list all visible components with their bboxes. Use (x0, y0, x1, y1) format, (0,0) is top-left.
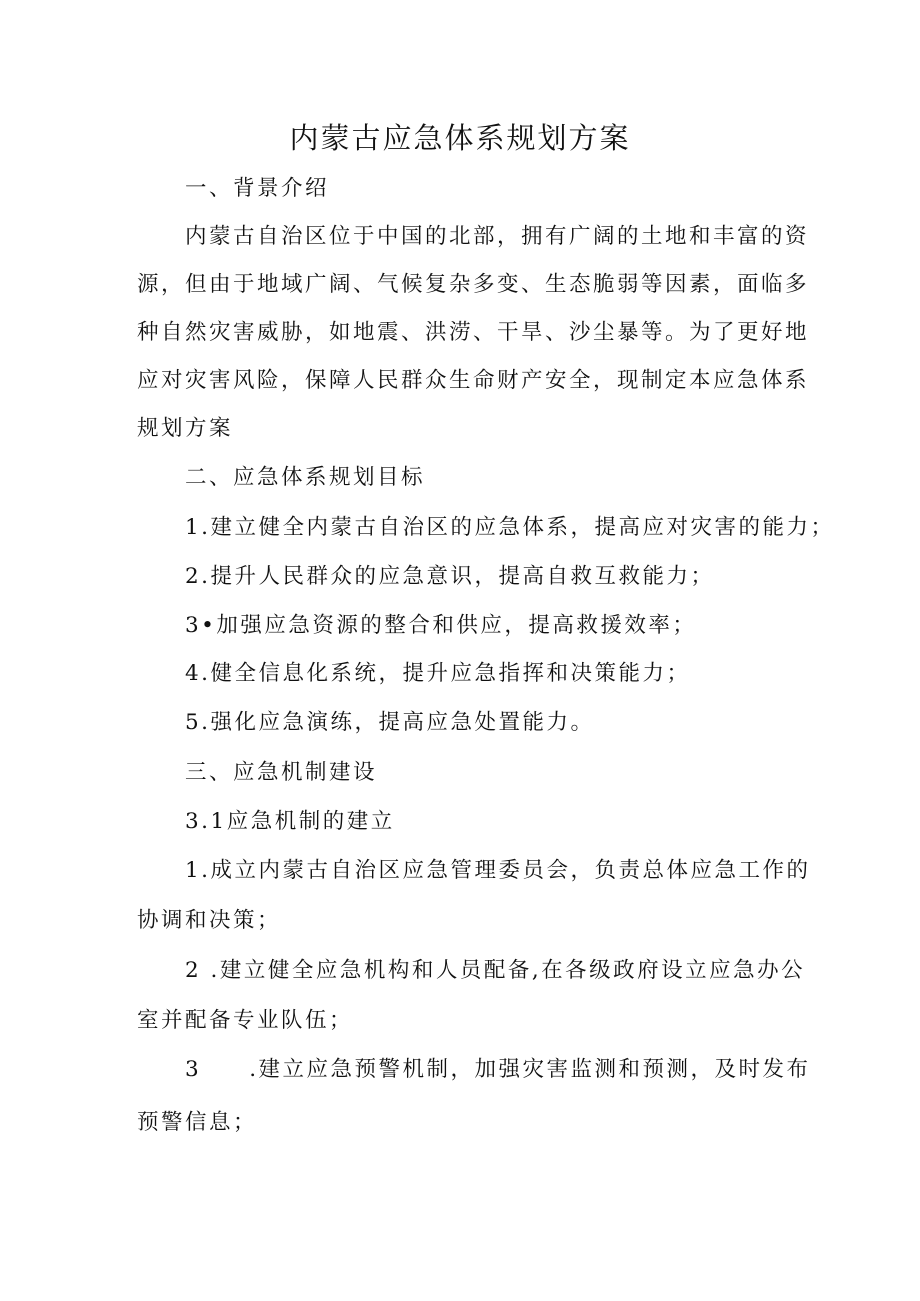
item-text: .建立应急预警机制，加强灾害监测和预测，及时发布 (249, 1057, 811, 1082)
section-heading-mechanism: 三、应急机制建设 (185, 760, 378, 785)
goal-item: 3•加强应急资源的整合和供应，提高救援效率； (185, 613, 697, 638)
paragraph-line: 内蒙古自治区位于中国的北部，拥有广阔的土地和丰富的资 (185, 224, 810, 249)
mechanism-item-line: 协调和决策； (137, 908, 282, 933)
paragraph-line: 应对灾害风险，保障人民群众生命财产安全，现制定本应急体系 (137, 368, 810, 393)
subsection-heading: 3.1应急机制的建立 (185, 809, 395, 834)
goal-item: 1.建立健全内蒙古自治区的应急体系，提高应对灾害的能力； (185, 515, 835, 540)
goal-item: 4.健全信息化系统，提升应急指挥和决策能力； (185, 661, 691, 686)
section-heading-goals: 二、应急体系规划目标 (185, 465, 426, 490)
mechanism-item-line: 预警信息； (137, 1110, 258, 1135)
mechanism-item-line: 2 .建立健全应急机构和人员配备,在各级政府设立应急办公 (185, 958, 806, 983)
mechanism-item-line: 室并配备专业队伍； (137, 1008, 354, 1033)
goal-item: 5.强化应急演练，提高应急处置能力。 (185, 710, 595, 735)
paragraph-line: 源，但由于地域广阔、气候复杂多变、生态脆弱等因素，面临多 (137, 272, 810, 297)
paragraph-line: 种自然灾害威胁，如地震、洪涝、干旱、沙尘暴等。为了更好地 (137, 320, 810, 345)
document-title: 内蒙古应急体系规划方案 (289, 121, 631, 155)
paragraph-line: 规划方案 (137, 416, 234, 441)
mechanism-item-line (185, 1055, 811, 1085)
item-number: 3 (185, 1057, 202, 1082)
mechanism-item-line: 1.成立内蒙古自治区应急管理委员会，负责总体应急工作的 (185, 858, 811, 883)
goal-item: 2.提升人民群众的应急意识，提高自救互救能力； (185, 564, 715, 589)
section-heading-background: 一、背景介绍 (185, 176, 330, 201)
